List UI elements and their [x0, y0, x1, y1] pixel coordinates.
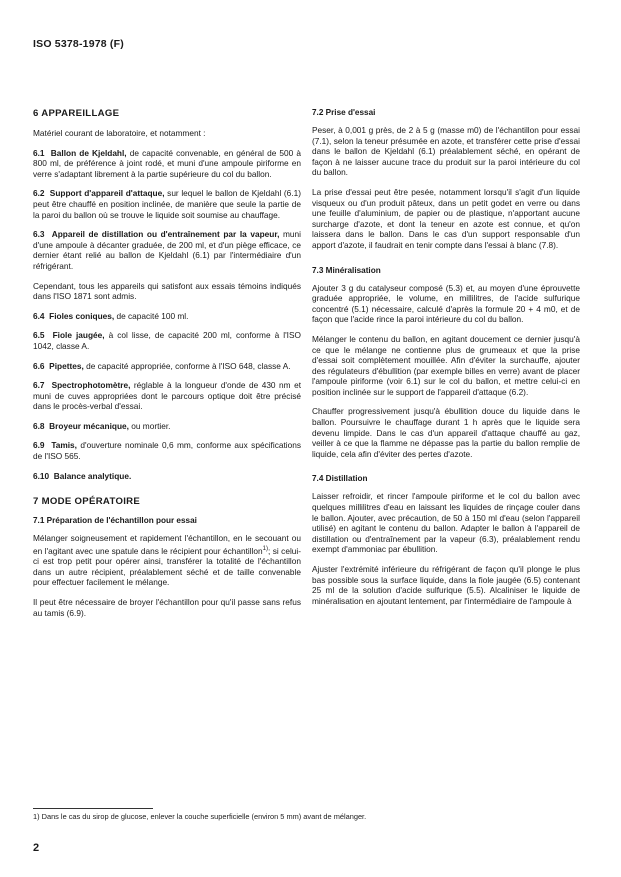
- document-header: ISO 5378-1978 (F): [33, 38, 124, 50]
- cependant-paragraph: Cependant, tous les appareils qui satisfont aux essais témoins indiqués dans l'ISO 1871 sont admis.: [33, 280, 301, 302]
- left-column: [33, 108, 301, 627]
- paragraph-7-4-b: Ajuster l'extrémité inférieure du réfrigérant de façon qu'il plonge le plus bas possible sous la surface liquide, dans la fiole jaugée (6.5) contenant 25 ml de la solution d'acide sulfurique (5.5). Alcaliniser le liquide de minéralisation en ajoutant lentement, par l'intermédiaire de l'ampoule à: [312, 564, 580, 606]
- subsection-7-3-title: 7.3 Minéralisation: [312, 265, 381, 275]
- footnote-divider: [33, 808, 153, 809]
- item-6-9: 6.9 Tamis, d'ouverture nominale 0,6 mm, conforme aux spécifications de l'ISO 565.: [33, 440, 301, 462]
- paragraph-7-3-c: Chauffer progressivement jusqu'à ébullition douce du liquide dans le ballon. Poursuivre le chauffage durant 1 h après que le liquide sera devenu limpide. Dans le cas d'un appareil d'attaque chauffé au gaz, veiller à ce que la flamme ne dépasse pas la partie du ballon remplie de liquide, cela afin d'éviter des pertes d'azote.: [312, 406, 580, 459]
- item-6-2: 6.2 Support d'appareil d'attaque, sur lequel le ballon de Kjeldahl (6.1) peut être chauffé en position inclinée, de manière que seule la partie de la paroi du ballon où se trouve le liquide soit soumise au chauffage.: [33, 188, 301, 220]
- paragraph-7-1-b: Il peut être nécessaire de broyer l'échantillon pour qu'il passe sans refus au tamis (6.9).: [33, 596, 301, 618]
- paragraph-7-4-a: Laisser refroidir, et rincer l'ampoule piriforme et le col du ballon avec quelques millilitres d'eau en laissant les liquides de rinçage couler dans le ballon. Ajouter, avec précaution, de 50 à 150 ml d'eau (selon l'appareil utilisé) en agitant le contenu du ballon. Adapter le ballon à l'appareil de distillation ou d'entraînement par la vapeur (6.3), préalablement rendu exempt d'ammoniac par ébullition.: [312, 491, 580, 555]
- item-6-10: 6.10 Balance analytique.: [33, 470, 132, 481]
- item-6-8: 6.8 Broyeur mécanique, ou mortier.: [33, 420, 171, 431]
- section-7-title: 7 MODE OPÉRATOIRE: [33, 496, 141, 508]
- paragraph-7-2-a: Peser, à 0,001 g près, de 2 à 5 g (masse m0) de l'échantillon pour essai (7.1), selon la teneur présumée en azote, et transférer cette prise d'essai dans le ballon de Kjeldahl (6.1) préalablement séché, en opérant de façon à ne laisser aucune trace du produit sur la paroi intérieure du col du ballon.: [312, 125, 580, 178]
- footnote: 1) Dans le cas du sirop de glucose, enlever la couche superficielle (environ 5 mm) avant de mélanger.: [33, 812, 367, 821]
- item-6-1: 6.1 Ballon de Kjeldahl, de capacité convenable, en général de 500 à 800 ml, de préférence à joint rodé, et muni d'une ampoule piriforme en verre s'adaptant librement à la partie supérieure du col du ballon.: [33, 147, 301, 179]
- page-number: 2: [33, 842, 40, 854]
- subsection-7-4-title: 7.4 Distillation: [312, 474, 368, 484]
- item-6-7: 6.7 Spectrophotomètre, réglable à la longueur d'onde de 430 nm et muni de cuves appropriées dont le parcours optique doit être précisé dans le procès-verbal d'essai.: [33, 380, 302, 412]
- item-6-3: 6.3 Appareil de distillation ou d'entraînement par la vapeur, muni d'une ampoule à décanter graduée, de 200 ml, et d'un piège efficace, ce dernier étant relié au ballon de Kjeldahl (6.1) par l'intermédiaire d'un réfrigérant.: [33, 229, 301, 271]
- paragraph-7-2-b: La prise d'essai peut être pesée, notamment lorsqu'il s'agit d'un liquide visqueux ou d'un produit pâteux, dans un petit godet en verre ou dans une feuille d'aluminium, de papier ou de plastique, n'apportant aucune surcharge d'azote, et dont la teneur en azote est connue, et qu'on laissera dans le ballon. Dans le cas d'un support responsable d'un apport d'azote, il faudrait en tenir compte dans l'essai à blanc (7.8).: [312, 186, 580, 250]
- footnote-ref: 1): [262, 545, 269, 552]
- paragraph-7-3-a: Ajouter 3 g du catalyseur composé (5.3) et, au moyen d'une éprouvette graduée appropriée, le volume, en millilitres, de l'acide sulfurique concentré (5.1) nécessaire, calculé d'après la formule 20 + 4 m0, et de façon que l'acide rince la paroi intérieure du col du ballon.: [312, 282, 580, 325]
- subsection-7-2-title: 7.2 Prise d'essai: [312, 108, 376, 117]
- item-6-6: 6.6 Pipettes, de capacité appropriée, conforme à l'ISO 648, classe A.: [33, 360, 291, 371]
- right-column: [312, 108, 580, 615]
- section-6-title: 6 APPAREILLAGE: [33, 108, 120, 119]
- section-6-intro: Matériel courant de laboratoire, et notamment :: [33, 128, 206, 138]
- paragraph-7-1-a: Mélanger soigneusement et rapidement l'échantillon, en le secouant ou en l'agitant avec une spatule dans le récipient pour échantillon$^{1)}$; si celui-ci est trop petit pour opérer ainsi, transférer la totalité de l'échantillon dans un autre récipient, préalablement séché et de taille convenable pour effectuer facilement le mélange.: [33, 533, 302, 588]
- paragraph-7-3-b: Mélanger le contenu du ballon, en agitant doucement ce dernier jusqu'à ce que le mélange ne contienne plus de grumeaux et que la prise d'essai soit complètement mouillée. Afin d'éviter la surchauffe, ajouter des régulateurs d'ébullition (par exemple billes en verre) avant de placer l'ampoule piriforme (voir 6.1) sur le col du ballon, et mettre celui-ci en position inclinée sur le support de l'appareil d'attaque (6.2).: [312, 333, 580, 397]
- subsection-7-1-title: 7.1 Préparation de l'échantillon pour essai: [33, 516, 197, 526]
- item-6-4: 6.4 Fioles coniques, de capacité 100 ml.: [33, 310, 189, 321]
- item-6-5: 6.5 Fiole jaugée, à col lisse, de capacité 200 ml, conforme à l'ISO 1042, classe A.: [33, 330, 301, 351]
